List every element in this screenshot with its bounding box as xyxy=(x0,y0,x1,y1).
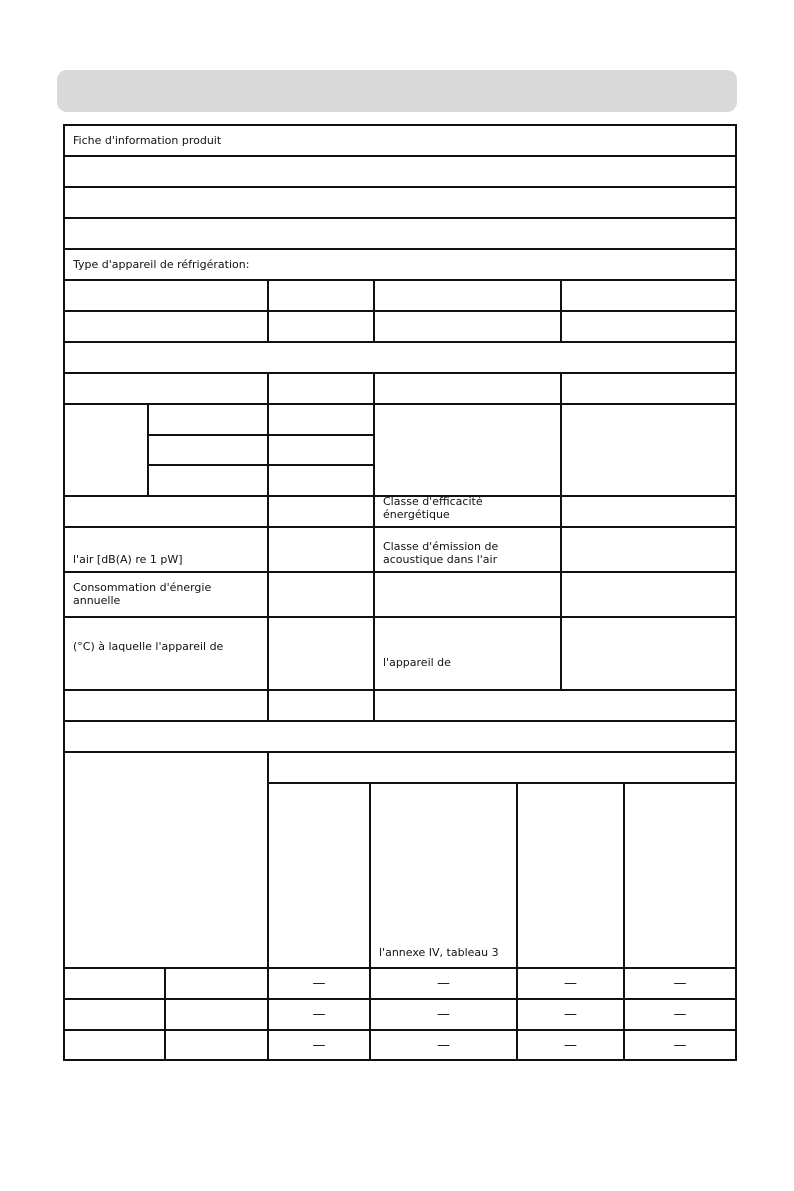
table-cell xyxy=(147,434,269,466)
table-cell xyxy=(267,403,375,436)
annual-consumption-label: Consommation d'énergie annuelle xyxy=(73,581,212,607)
dash-cell xyxy=(623,1029,737,1061)
table-cell xyxy=(63,1029,166,1061)
table-cell xyxy=(516,782,625,969)
table-cell xyxy=(267,782,371,969)
annex-cell xyxy=(369,782,518,969)
table-cell xyxy=(147,464,269,497)
dash-cell xyxy=(267,998,371,1031)
refrigeration-type-label: Type d'appareil de réfrigération: xyxy=(73,258,250,271)
product-information-sheet xyxy=(63,124,737,1061)
table-cell xyxy=(267,464,375,497)
table-cell xyxy=(267,434,375,466)
table-cell xyxy=(63,751,269,969)
table-cell xyxy=(267,616,375,691)
table-cell xyxy=(267,689,375,722)
table-cell xyxy=(623,782,737,969)
blank-row xyxy=(63,217,737,250)
table-cell xyxy=(164,967,269,1000)
dash-text: — xyxy=(564,976,577,991)
table-cell xyxy=(560,310,737,343)
table-cell xyxy=(267,526,375,573)
table-cell xyxy=(147,403,269,436)
table-cell xyxy=(267,751,737,784)
dash-cell xyxy=(516,967,625,1000)
temperature-cell xyxy=(63,616,269,691)
dash-cell xyxy=(267,1029,371,1061)
table-cell xyxy=(373,372,562,405)
dash-cell xyxy=(369,1029,518,1061)
table-cell xyxy=(63,967,166,1000)
dash-text: — xyxy=(437,976,450,991)
table-cell xyxy=(560,495,737,528)
table-cell xyxy=(63,279,269,312)
temperature-label: (°C) à laquelle l'appareil de xyxy=(73,640,224,653)
dash-text: — xyxy=(564,1037,577,1053)
table-cell xyxy=(560,616,737,691)
dash-cell xyxy=(623,967,737,1000)
table-cell xyxy=(267,372,375,405)
dash-cell xyxy=(369,998,518,1031)
table-cell xyxy=(63,998,166,1031)
table-cell xyxy=(373,571,562,618)
table-cell xyxy=(560,403,737,497)
table-cell xyxy=(63,372,269,405)
header-bar xyxy=(57,70,737,112)
noise-cell xyxy=(63,526,269,573)
table-cell xyxy=(560,526,737,573)
table-cell xyxy=(164,1029,269,1061)
dash-text: — xyxy=(312,1007,326,1022)
energy-class-cell xyxy=(373,495,562,528)
dash-text: — xyxy=(437,1037,450,1053)
table-cell xyxy=(267,571,375,618)
table-cell xyxy=(267,310,375,343)
energy-class-label: Classe d'efficacité énergétique xyxy=(383,495,483,521)
dash-cell xyxy=(516,998,625,1031)
dash-cell xyxy=(516,1029,625,1061)
annual-consumption-cell xyxy=(63,571,269,618)
table-cell xyxy=(373,689,737,722)
table-cell xyxy=(63,310,269,343)
sheet-title-text: Fiche d'information produit xyxy=(73,134,222,147)
blank-row xyxy=(63,720,737,753)
table-cell xyxy=(63,689,269,722)
dash-text: — xyxy=(673,1007,687,1022)
dash-text: — xyxy=(312,976,326,991)
table-cell xyxy=(560,279,737,312)
dash-text: — xyxy=(564,1007,577,1022)
table-cell xyxy=(560,372,737,405)
blank-row xyxy=(63,341,737,374)
table-cell xyxy=(373,403,562,497)
table-cell xyxy=(267,495,375,528)
table-cell xyxy=(267,279,375,312)
refrigeration-type-row xyxy=(63,248,737,281)
annex-label: l'annexe IV, tableau 3 xyxy=(379,946,499,959)
dash-text: — xyxy=(673,976,687,991)
blank-row xyxy=(63,155,737,188)
table-cell xyxy=(63,495,269,528)
dash-text: — xyxy=(673,1037,687,1053)
table-cell xyxy=(373,310,562,343)
table-cell xyxy=(63,403,149,497)
noise-label: l'air [dB(A) re 1 pW] xyxy=(73,553,183,566)
dash-text: — xyxy=(437,1007,450,1022)
sheet-title xyxy=(63,124,737,157)
table-cell xyxy=(373,279,562,312)
appliance-cell xyxy=(373,616,562,691)
table-cell xyxy=(560,571,737,618)
dash-cell xyxy=(267,967,371,1000)
dash-cell xyxy=(369,967,518,1000)
dash-cell xyxy=(623,998,737,1031)
blank-row xyxy=(63,186,737,219)
acoustic-class-cell xyxy=(373,526,562,573)
appliance-label: l'appareil de xyxy=(383,656,451,669)
table-cell xyxy=(164,998,269,1031)
acoustic-class-label: Classe d'émission de acoustique dans l'air xyxy=(383,540,499,566)
dash-text: — xyxy=(312,1037,326,1053)
